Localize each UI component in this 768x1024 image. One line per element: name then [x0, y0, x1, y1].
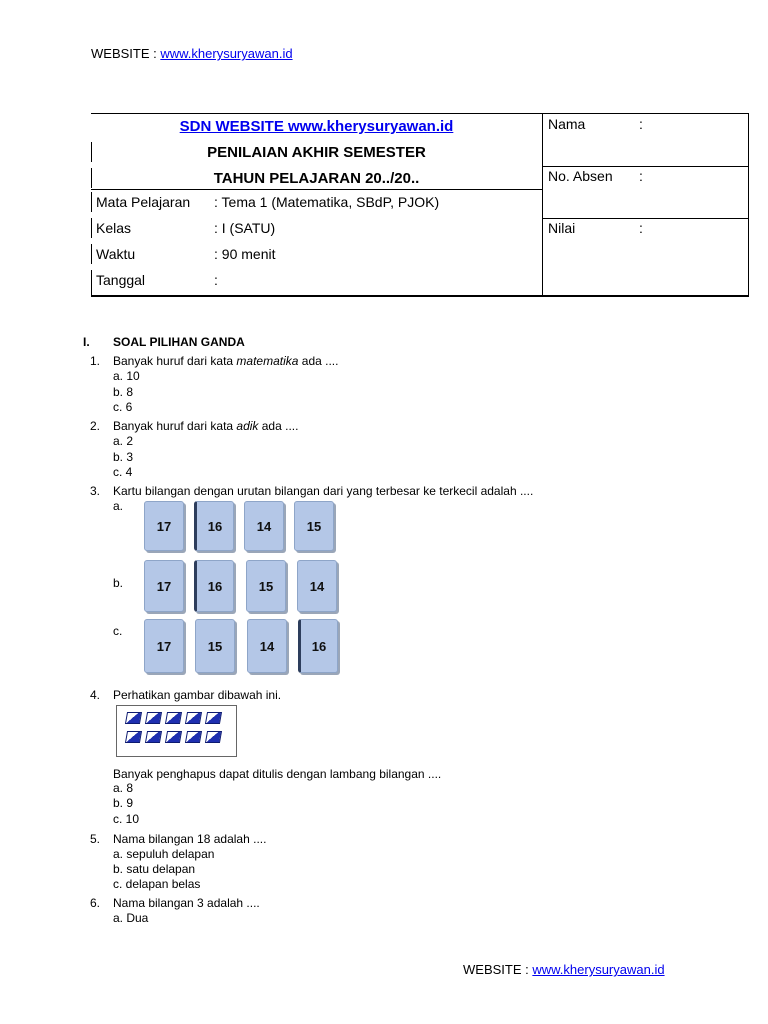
header-website-link[interactable]: www.kherysuryawan.id	[160, 46, 293, 61]
question-4	[90, 688, 281, 702]
number-card: 17	[144, 501, 184, 551]
number-card: 16	[194, 560, 234, 612]
question-2	[90, 419, 298, 433]
header-right-divider-2	[542, 218, 748, 219]
header-left-divider	[91, 189, 542, 190]
identity-value: :	[639, 116, 643, 132]
eraser-icon	[125, 731, 142, 743]
option-1b[interactable]: b. 8	[113, 385, 134, 399]
identity-row-number	[548, 168, 643, 184]
number-card: 16	[194, 501, 234, 551]
identity-label: Nama	[548, 116, 586, 132]
table-edge-mark	[91, 192, 92, 212]
footer-website-link[interactable]: www.kherysuryawan.id	[532, 962, 665, 977]
info-value: : I (SATU)	[214, 220, 276, 236]
header-website	[91, 46, 293, 61]
question-3	[90, 484, 533, 498]
identity-label: Nilai	[548, 220, 576, 236]
eraser-icon	[145, 731, 162, 743]
footer-website-label: WEBSITE :	[463, 962, 533, 977]
info-value: :	[214, 272, 218, 288]
question-number: 2.	[90, 419, 101, 433]
school-name	[91, 118, 542, 135]
eraser-icon	[165, 731, 182, 743]
info-value: : 90 menit	[214, 246, 276, 262]
eraser-icon	[125, 712, 142, 724]
question-text: Banyak huruf dari kata	[113, 419, 237, 433]
question-6	[90, 896, 260, 910]
info-value: : Tema 1 (Matematika, SBdP, PJOK)	[214, 194, 440, 210]
table-edge-mark	[91, 270, 92, 296]
question-number: 1.	[90, 354, 101, 368]
number-card: 15	[195, 619, 235, 673]
identity-row-score	[548, 220, 643, 236]
question-emphasis: matematika	[236, 354, 299, 368]
number-card: 14	[244, 501, 284, 551]
question-text: Nama bilangan 3 adalah ....	[113, 896, 260, 910]
identity-value: :	[639, 168, 643, 184]
exam-year: TAHUN PELAJARAN 20../20..	[213, 170, 420, 187]
question-text: Perhatikan gambar dibawah ini.	[113, 688, 282, 702]
info-row-class	[96, 220, 275, 236]
option-1a[interactable]: a. 10	[113, 369, 140, 383]
exam-title: PENILAIAN AKHIR SEMESTER	[207, 144, 426, 161]
header-website-label: WEBSITE :	[91, 46, 161, 61]
number-card: 15	[246, 560, 286, 612]
option-2c[interactable]: c. 4	[113, 465, 133, 479]
info-label: Waktu	[96, 246, 136, 262]
question-number: 4.	[90, 688, 101, 702]
question-text-end: ada ....	[298, 354, 339, 368]
info-label: Mata Pelajaran	[96, 194, 191, 210]
number-card: 16	[298, 619, 338, 673]
option-3b-label[interactable]: b.	[113, 576, 124, 590]
option-6a[interactable]: a. Dua	[113, 911, 149, 925]
footer-website	[463, 962, 665, 977]
eraser-icon	[185, 731, 202, 743]
option-3a-label[interactable]: a.	[113, 499, 124, 513]
info-row-subject	[96, 194, 439, 210]
header-right-divider-1	[542, 166, 748, 167]
question-text: Banyak huruf dari kata	[113, 354, 237, 368]
eraser-icon	[205, 712, 222, 724]
number-card: 17	[144, 619, 184, 673]
question-number: 3.	[90, 484, 101, 498]
option-5b[interactable]: b. satu delapan	[113, 862, 196, 876]
info-row-date	[96, 272, 218, 288]
eraser-icon	[205, 731, 222, 743]
school-link[interactable]: SDN WEBSITE www.kherysuryawan.id	[179, 118, 454, 135]
option-1c[interactable]: c. 6	[113, 400, 133, 414]
eraser-icon	[165, 712, 182, 724]
option-5c[interactable]: c. delapan belas	[113, 877, 201, 891]
table-edge-mark	[91, 218, 92, 238]
option-2b[interactable]: b. 3	[113, 450, 134, 464]
question-text: Kartu bilangan dengan urutan bilangan dari yang terbesar ke terkecil adalah ....	[113, 484, 534, 498]
info-label: Tanggal	[96, 272, 146, 288]
eraser-picture	[116, 705, 237, 757]
number-card: 14	[297, 560, 337, 612]
section-title: SOAL PILIHAN GANDA	[113, 335, 245, 349]
section-number: I.	[83, 335, 90, 349]
question-5	[90, 832, 266, 846]
option-4c[interactable]: c. 10	[113, 812, 140, 826]
question-text-end: ada ....	[258, 419, 299, 433]
option-4b[interactable]: b. 9	[113, 796, 134, 810]
eraser-icon	[185, 712, 202, 724]
exam-header-table	[91, 113, 749, 297]
option-2a[interactable]: a. 2	[113, 434, 134, 448]
header-column-divider	[542, 114, 543, 295]
question-4-subtext: Banyak penghapus dapat ditulis dengan lambang bilangan ....	[113, 767, 442, 781]
info-row-time	[96, 246, 275, 262]
question-emphasis: adik	[236, 419, 259, 433]
option-3c-label[interactable]: c.	[113, 624, 123, 638]
question-text: Nama bilangan 18 adalah ....	[113, 832, 267, 846]
info-label: Kelas	[96, 220, 132, 236]
section-heading	[83, 335, 245, 349]
eraser-icon	[145, 712, 162, 724]
number-card: 15	[294, 501, 334, 551]
identity-row-name	[548, 116, 643, 132]
number-card: 17	[144, 560, 184, 612]
table-edge-mark	[91, 244, 92, 264]
question-1	[90, 354, 338, 368]
number-card: 14	[247, 619, 287, 673]
identity-label: No. Absen	[548, 168, 613, 184]
option-4a[interactable]: a. 8	[113, 781, 134, 795]
question-number: 5.	[90, 832, 101, 846]
question-number: 6.	[90, 896, 101, 910]
option-5a[interactable]: a. sepuluh delapan	[113, 847, 215, 861]
identity-value: :	[639, 220, 643, 236]
